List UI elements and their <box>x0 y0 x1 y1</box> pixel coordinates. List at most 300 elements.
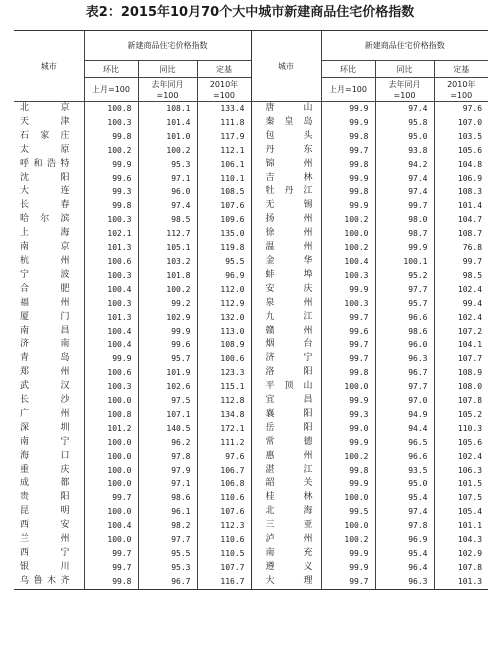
base-value: 107.7 <box>434 352 488 366</box>
mom-value: 100.2 <box>84 144 138 158</box>
base-value: 101.4 <box>434 199 488 213</box>
mom-value: 100.3 <box>84 269 138 283</box>
city-header-left: 城市 <box>14 31 84 102</box>
city-name: 九 江 <box>251 311 321 325</box>
base-value: 106.1 <box>197 158 251 172</box>
yoy-sub-left: 去年同月=100 <box>138 78 197 102</box>
table-row <box>14 547 488 561</box>
mom-value: 100.2 <box>321 213 375 227</box>
base-value: 106.7 <box>197 464 251 478</box>
table-row <box>14 116 488 130</box>
mom-sub-right: 上月=100 <box>321 78 375 102</box>
city-name: 泉 州 <box>251 297 321 311</box>
mom-value: 101.3 <box>84 311 138 325</box>
city-name: 南 京 <box>20 242 70 253</box>
mom-value: 100.0 <box>84 394 138 408</box>
mom-value: 100.0 <box>321 380 375 394</box>
mom-value: 99.9 <box>321 436 375 450</box>
city-name: 锦 州 <box>251 158 321 172</box>
yoy-value: 99.9 <box>375 241 434 255</box>
city-name: 南 昌 <box>20 325 70 336</box>
mom-value: 99.8 <box>321 366 375 380</box>
yoy-value: 97.7 <box>375 283 434 297</box>
base-value: 105.6 <box>434 436 488 450</box>
yoy-value: 95.0 <box>375 477 434 491</box>
mom-value: 99.9 <box>321 172 375 186</box>
mom-value: 100.3 <box>84 297 138 311</box>
mom-value: 99.9 <box>321 547 375 561</box>
base-sub-right: 2010年=100 <box>434 78 488 102</box>
city-name: 深 圳 <box>20 422 70 433</box>
city-name: 三 亚 <box>251 519 321 533</box>
yoy-value: 97.4 <box>375 102 434 116</box>
yoy-value: 96.3 <box>375 575 434 589</box>
table-row <box>14 477 488 491</box>
mom-value: 99.8 <box>321 185 375 199</box>
mom-value: 100.4 <box>84 338 138 352</box>
city-name: 秦皇岛 <box>251 116 321 130</box>
mom-value: 99.9 <box>321 116 375 130</box>
table-row <box>14 213 488 227</box>
city-name: 安 庆 <box>251 283 321 297</box>
table-row <box>14 561 488 575</box>
base-value: 97.6 <box>197 450 251 464</box>
base-value: 102.4 <box>434 283 488 297</box>
base-value: 112.1 <box>197 144 251 158</box>
mom-value: 101.2 <box>84 422 138 436</box>
base-value: 112.8 <box>197 394 251 408</box>
index-group-header-left: 新建商品住宅价格指数 <box>84 31 251 61</box>
base-value: 104.7 <box>434 213 488 227</box>
mom-value: 99.8 <box>84 575 138 589</box>
mom-value: 100.4 <box>84 519 138 533</box>
yoy-value: 96.7 <box>375 366 434 380</box>
yoy-value: 96.6 <box>375 311 434 325</box>
city-name: 长 春 <box>20 200 70 211</box>
city-name: 沈 阳 <box>20 172 70 183</box>
mom-value: 99.6 <box>84 172 138 186</box>
base-value: 107.7 <box>197 561 251 575</box>
base-value: 107.2 <box>434 325 488 339</box>
base-value: 95.5 <box>197 255 251 269</box>
table-row <box>14 464 488 478</box>
base-value: 105.6 <box>434 144 488 158</box>
mom-value: 99.9 <box>321 102 375 116</box>
city-name: 海 口 <box>20 450 70 461</box>
base-value: 98.5 <box>434 269 488 283</box>
base-value: 105.4 <box>434 505 488 519</box>
base-value: 107.8 <box>434 561 488 575</box>
mom-value: 99.7 <box>321 352 375 366</box>
table-row <box>14 408 488 422</box>
city-name: 南 宁 <box>20 436 70 447</box>
table-row <box>14 380 488 394</box>
city-name: 广 州 <box>20 408 70 419</box>
yoy-value: 95.7 <box>138 352 197 366</box>
yoy-value: 96.5 <box>375 436 434 450</box>
index-group-header-right: 新建商品住宅价格指数 <box>321 31 488 61</box>
table-row <box>14 311 488 325</box>
yoy-value: 97.8 <box>138 450 197 464</box>
base-value: 99.4 <box>434 297 488 311</box>
mom-value: 99.8 <box>84 130 138 144</box>
yoy-value: 99.9 <box>138 325 197 339</box>
yoy-value: 101.4 <box>138 116 197 130</box>
table-row <box>14 352 488 366</box>
city-name: 西 安 <box>20 520 70 531</box>
base-value: 110.3 <box>434 422 488 436</box>
mom-value: 100.4 <box>321 255 375 269</box>
city-name: 宜 昌 <box>251 394 321 408</box>
yoy-value: 96.0 <box>375 338 434 352</box>
mom-value: 99.7 <box>321 575 375 589</box>
city-name: 济 宁 <box>251 352 321 366</box>
base-header-left: 定基 <box>197 61 251 78</box>
mom-value: 100.0 <box>321 227 375 241</box>
city-name: 温 州 <box>251 241 321 255</box>
yoy-value: 98.5 <box>138 213 197 227</box>
city-name: 襄 阳 <box>251 408 321 422</box>
yoy-value: 112.7 <box>138 227 197 241</box>
city-name: 岳 阳 <box>251 422 321 436</box>
table-row <box>14 172 488 186</box>
table-row <box>14 297 488 311</box>
table-row <box>14 325 488 339</box>
table-row <box>14 102 488 116</box>
yoy-value: 97.4 <box>138 199 197 213</box>
city-name: 西 宁 <box>20 548 70 558</box>
mom-value: 99.7 <box>321 144 375 158</box>
base-value: 106.9 <box>434 172 488 186</box>
yoy-value: 107.1 <box>138 408 197 422</box>
yoy-value: 93.8 <box>375 144 434 158</box>
city-name: 北 京 <box>20 103 70 113</box>
yoy-value: 100.2 <box>138 144 197 158</box>
mom-value: 102.1 <box>84 227 138 241</box>
yoy-value: 98.2 <box>138 519 197 533</box>
city-name: 宁 波 <box>20 269 70 280</box>
city-name: 合 肥 <box>20 283 70 294</box>
base-value: 106.3 <box>434 464 488 478</box>
base-value: 99.7 <box>434 255 488 269</box>
table-row <box>14 505 488 519</box>
mom-value: 100.8 <box>84 102 138 116</box>
city-name: 哈尔滨 <box>20 214 70 225</box>
yoy-header-right: 同比 <box>375 61 434 78</box>
table-row <box>14 422 488 436</box>
yoy-value: 94.2 <box>375 158 434 172</box>
table-row <box>14 130 488 144</box>
base-value: 106.8 <box>197 477 251 491</box>
base-value: 108.7 <box>434 227 488 241</box>
mom-value: 99.8 <box>321 464 375 478</box>
base-value: 112.9 <box>197 297 251 311</box>
city-name: 石家庄 <box>20 130 70 141</box>
mom-value: 100.0 <box>84 450 138 464</box>
yoy-value: 99.6 <box>138 338 197 352</box>
table-row <box>14 144 488 158</box>
city-name: 吉 林 <box>251 172 321 186</box>
yoy-value: 96.0 <box>138 185 197 199</box>
yoy-value: 97.0 <box>375 394 434 408</box>
city-name: 惠 州 <box>251 450 321 464</box>
yoy-value: 100.1 <box>375 255 434 269</box>
base-value: 132.0 <box>197 311 251 325</box>
yoy-value: 98.0 <box>375 213 434 227</box>
mom-value: 100.0 <box>84 436 138 450</box>
base-value: 103.5 <box>434 130 488 144</box>
yoy-value: 96.7 <box>138 575 197 589</box>
yoy-value: 97.1 <box>138 172 197 186</box>
base-value: 119.8 <box>197 241 251 255</box>
yoy-value: 94.4 <box>375 422 434 436</box>
mom-value: 100.0 <box>321 519 375 533</box>
yoy-value: 105.1 <box>138 241 197 255</box>
city-name: 天 津 <box>20 116 70 127</box>
city-name: 银 川 <box>20 561 70 572</box>
yoy-value: 96.4 <box>375 561 434 575</box>
mom-value: 99.3 <box>321 408 375 422</box>
base-value: 172.1 <box>197 422 251 436</box>
mom-value: 100.0 <box>84 464 138 478</box>
yoy-value: 95.5 <box>138 547 197 561</box>
mom-value: 100.3 <box>321 269 375 283</box>
city-name: 徐 州 <box>251 227 321 241</box>
base-value: 108.9 <box>197 338 251 352</box>
mom-value: 100.4 <box>84 283 138 297</box>
mom-header-right: 环比 <box>321 61 375 78</box>
table-row <box>14 338 488 352</box>
city-name: 呼和浩特 <box>20 158 70 169</box>
yoy-value: 108.1 <box>138 102 197 116</box>
mom-value: 100.2 <box>321 450 375 464</box>
yoy-value: 101.8 <box>138 269 197 283</box>
mom-value: 99.7 <box>84 561 138 575</box>
table-title: 表2：2015年10月70个大中城市新建商品住宅价格指数 <box>85 5 415 20</box>
city-name: 唐 山 <box>251 102 321 116</box>
base-value: 113.0 <box>197 325 251 339</box>
table-row <box>14 491 488 505</box>
city-name: 武 汉 <box>20 381 70 392</box>
yoy-value: 97.7 <box>138 533 197 547</box>
city-name: 长 沙 <box>20 395 70 406</box>
yoy-value: 95.2 <box>375 269 434 283</box>
city-name: 遵 义 <box>251 561 321 575</box>
mom-value: 100.4 <box>84 325 138 339</box>
city-name: 大 连 <box>20 186 70 197</box>
mom-value: 99.9 <box>84 158 138 172</box>
city-name: 太 原 <box>20 144 70 155</box>
base-value: 96.9 <box>197 269 251 283</box>
table-row <box>14 227 488 241</box>
mom-value: 99.7 <box>84 491 138 505</box>
base-value: 101.3 <box>434 575 488 589</box>
mom-value: 100.3 <box>321 297 375 311</box>
mom-value: 100.6 <box>84 366 138 380</box>
mom-header-left: 环比 <box>84 61 138 78</box>
mom-value: 100.0 <box>84 477 138 491</box>
yoy-value: 98.6 <box>138 491 197 505</box>
city-name: 无 锡 <box>251 199 321 213</box>
city-name: 福 州 <box>20 297 70 308</box>
city-name: 丹 东 <box>251 144 321 158</box>
mom-value: 99.6 <box>321 325 375 339</box>
base-value: 107.5 <box>434 491 488 505</box>
yoy-value: 96.9 <box>375 533 434 547</box>
table-row <box>14 199 488 213</box>
mom-value: 101.3 <box>84 241 138 255</box>
city-name: 贵 阳 <box>20 492 70 503</box>
city-name: 泸 州 <box>251 533 321 547</box>
city-name: 济 南 <box>20 339 70 350</box>
city-name: 北 海 <box>251 505 321 519</box>
yoy-value: 96.2 <box>138 436 197 450</box>
base-value: 107.6 <box>197 505 251 519</box>
yoy-value: 97.4 <box>375 505 434 519</box>
mom-value: 99.9 <box>321 561 375 575</box>
mom-value: 99.3 <box>84 185 138 199</box>
mom-value: 99.5 <box>321 505 375 519</box>
mom-value: 100.3 <box>84 116 138 130</box>
yoy-value: 98.7 <box>375 227 434 241</box>
yoy-value: 99.2 <box>138 297 197 311</box>
base-value: 102.4 <box>434 311 488 325</box>
mom-value: 100.8 <box>84 408 138 422</box>
city-name: 牡丹江 <box>251 185 321 199</box>
base-value: 104.3 <box>434 533 488 547</box>
mom-value: 99.9 <box>84 352 138 366</box>
city-name: 韶 关 <box>251 477 321 491</box>
yoy-value: 97.4 <box>375 185 434 199</box>
base-value: 135.0 <box>197 227 251 241</box>
base-value: 108.3 <box>434 185 488 199</box>
mom-value: 100.2 <box>321 241 375 255</box>
yoy-value: 101.9 <box>138 366 197 380</box>
yoy-value: 97.1 <box>138 477 197 491</box>
yoy-value: 100.2 <box>138 283 197 297</box>
base-value: 101.5 <box>434 477 488 491</box>
yoy-value: 95.7 <box>375 297 434 311</box>
mom-value: 100.3 <box>84 213 138 227</box>
yoy-value: 98.6 <box>375 325 434 339</box>
city-name: 大 理 <box>251 575 321 589</box>
yoy-value: 97.9 <box>138 464 197 478</box>
mom-value: 99.7 <box>84 547 138 561</box>
base-value: 76.8 <box>434 241 488 255</box>
table-row <box>14 269 488 283</box>
table-row <box>14 575 488 589</box>
mom-value: 100.6 <box>84 255 138 269</box>
city-name: 郑 州 <box>20 367 70 378</box>
base-value: 111.2 <box>197 436 251 450</box>
base-value: 117.9 <box>197 130 251 144</box>
city-name: 成 都 <box>20 478 70 489</box>
mom-value: 100.0 <box>84 533 138 547</box>
mom-value: 99.8 <box>321 158 375 172</box>
city-name: 赣 州 <box>251 325 321 339</box>
base-value: 104.8 <box>434 158 488 172</box>
base-value: 102.4 <box>434 450 488 464</box>
mom-sub-left: 上月=100 <box>84 78 138 102</box>
base-value: 102.9 <box>434 547 488 561</box>
mom-value: 99.9 <box>321 477 375 491</box>
base-value: 110.1 <box>197 172 251 186</box>
city-name: 湛 江 <box>251 464 321 478</box>
base-value: 109.6 <box>197 213 251 227</box>
city-name: 金 华 <box>251 255 321 269</box>
base-value: 105.2 <box>434 408 488 422</box>
mom-value: 99.7 <box>321 338 375 352</box>
yoy-header-left: 同比 <box>138 61 197 78</box>
city-name: 乌鲁木齐 <box>14 575 84 589</box>
yoy-value: 97.5 <box>138 394 197 408</box>
table-row <box>14 533 488 547</box>
yoy-value: 95.3 <box>138 561 197 575</box>
yoy-value: 102.6 <box>138 380 197 394</box>
yoy-value: 96.1 <box>138 505 197 519</box>
yoy-value: 99.7 <box>375 199 434 213</box>
base-value: 108.9 <box>434 366 488 380</box>
city-name: 蚌 埠 <box>251 269 321 283</box>
table-row <box>14 185 488 199</box>
mom-value: 100.3 <box>84 380 138 394</box>
yoy-value: 95.3 <box>138 158 197 172</box>
yoy-value: 95.4 <box>375 547 434 561</box>
city-name: 扬 州 <box>251 213 321 227</box>
table-row <box>14 255 488 269</box>
city-header-right: 城市 <box>251 31 321 102</box>
base-value: 110.5 <box>197 547 251 561</box>
table-row <box>14 158 488 172</box>
base-value: 107.8 <box>434 394 488 408</box>
base-value: 133.4 <box>197 102 251 116</box>
mom-value: 99.9 <box>321 199 375 213</box>
base-value: 134.8 <box>197 408 251 422</box>
yoy-value: 103.2 <box>138 255 197 269</box>
city-name: 桂 林 <box>251 491 321 505</box>
base-value: 97.6 <box>434 102 488 116</box>
table-row <box>14 436 488 450</box>
yoy-value: 96.6 <box>375 450 434 464</box>
mom-value: 99.0 <box>321 422 375 436</box>
yoy-value: 97.7 <box>375 380 434 394</box>
yoy-value: 140.5 <box>138 422 197 436</box>
base-value: 116.7 <box>197 575 251 589</box>
table-row <box>14 519 488 533</box>
table-row <box>14 394 488 408</box>
mom-value: 99.7 <box>321 311 375 325</box>
city-name: 厦 门 <box>20 311 70 322</box>
yoy-value: 102.9 <box>138 311 197 325</box>
table-row <box>14 241 488 255</box>
base-value: 110.6 <box>197 533 251 547</box>
table-row <box>14 283 488 297</box>
city-name: 南 充 <box>251 547 321 561</box>
base-value: 111.8 <box>197 116 251 130</box>
base-sub-left: 2010年=100 <box>197 78 251 102</box>
table-row <box>14 366 488 380</box>
base-value: 100.6 <box>197 352 251 366</box>
mom-value: 100.2 <box>321 533 375 547</box>
base-value: 115.1 <box>197 380 251 394</box>
city-name: 常 德 <box>251 436 321 450</box>
mom-value: 100.0 <box>84 505 138 519</box>
city-name: 洛 阳 <box>251 366 321 380</box>
city-name: 上 海 <box>20 228 70 239</box>
yoy-value: 93.5 <box>375 464 434 478</box>
mom-value: 99.9 <box>321 283 375 297</box>
base-value: 107.0 <box>434 116 488 130</box>
